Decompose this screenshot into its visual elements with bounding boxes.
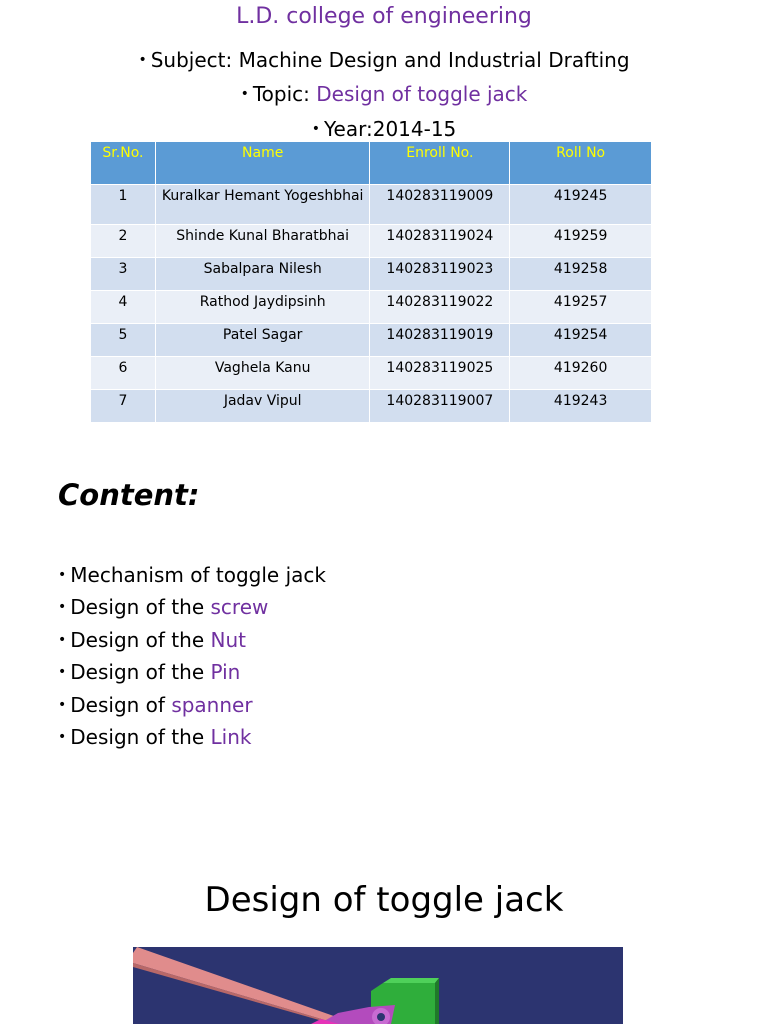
list-item xyxy=(58,560,326,592)
enroll-cell: 140283119023 xyxy=(370,258,510,291)
bullet-icon: • xyxy=(240,86,249,102)
enroll-cell: 140283119019 xyxy=(370,324,510,357)
year-line xyxy=(0,117,768,141)
roll-cell: 419259 xyxy=(510,225,652,258)
srno-cell: 5 xyxy=(91,324,156,357)
table-row xyxy=(91,225,652,258)
roll-cell: 419245 xyxy=(510,185,652,225)
year-text: Year:2014-15 xyxy=(323,117,457,141)
topic-value: Design of toggle jack xyxy=(316,82,528,106)
name-cell: Vaghela Kanu xyxy=(155,357,370,390)
srno-cell: 4 xyxy=(91,291,156,324)
content-heading: Content: xyxy=(58,478,200,512)
srno-cell: 6 xyxy=(91,357,156,390)
bullet-icon: • xyxy=(58,631,67,648)
srno-cell: 2 xyxy=(91,225,156,258)
header-cell: Roll No xyxy=(510,142,652,185)
item-highlight: Link xyxy=(210,724,252,749)
enroll-cell: 140283119024 xyxy=(370,225,510,258)
roll-cell: 419243 xyxy=(510,390,652,423)
enroll-cell: 140283119022 xyxy=(370,291,510,324)
header-cell: Sr.No. xyxy=(91,142,156,185)
bullet-icon: • xyxy=(311,121,320,137)
enroll-cell: 140283119007 xyxy=(370,390,510,423)
enroll-cell: 140283119009 xyxy=(370,185,510,225)
list-item xyxy=(58,625,326,657)
table-row xyxy=(91,185,652,225)
name-cell: Shinde Kunal Bharatbhai xyxy=(155,225,370,258)
table-row xyxy=(91,291,652,324)
item-text: Design of the xyxy=(70,724,211,749)
bullet-icon: • xyxy=(58,599,67,616)
srno-cell: 1 xyxy=(91,185,156,225)
name-cell: Sabalpara Nilesh xyxy=(155,258,370,291)
list-item xyxy=(58,690,326,722)
name-cell: Kuralkar Hemant Yogeshbhai xyxy=(155,185,370,225)
item-text: Design of xyxy=(70,692,172,717)
name-cell: Jadav Vipul xyxy=(155,390,370,423)
roll-cell: 419260 xyxy=(510,357,652,390)
roll-cell: 419258 xyxy=(510,258,652,291)
table-header-row xyxy=(91,142,652,185)
srno-cell: 3 xyxy=(91,258,156,291)
table-row xyxy=(91,390,652,423)
toggle-jack-render xyxy=(133,947,623,1024)
table-row xyxy=(91,324,652,357)
content-list xyxy=(58,560,326,754)
roll-cell: 419254 xyxy=(510,324,652,357)
enroll-cell: 140283119025 xyxy=(370,357,510,390)
item-highlight: spanner xyxy=(171,692,253,717)
header-cell: Name xyxy=(155,142,370,185)
table-row xyxy=(91,258,652,291)
topic-line xyxy=(0,82,768,106)
header-cell: Enroll No. xyxy=(370,142,510,185)
srno-cell: 7 xyxy=(91,390,156,423)
roll-cell: 419257 xyxy=(510,291,652,324)
list-item xyxy=(58,592,326,624)
table-row xyxy=(91,357,652,390)
bullet-icon: • xyxy=(58,728,67,745)
subject-line xyxy=(0,48,768,72)
item-highlight: Nut xyxy=(210,627,246,652)
item-highlight: Pin xyxy=(210,660,241,685)
list-item xyxy=(58,722,326,754)
slide-title: Design of toggle jack xyxy=(204,880,564,920)
item-text: Design of the xyxy=(70,660,211,685)
bullet-icon: • xyxy=(58,664,67,681)
toggle-jack-image xyxy=(133,947,623,1024)
bullet-icon: • xyxy=(58,567,67,583)
list-item xyxy=(58,657,326,689)
item-text: Mechanism of toggle jack xyxy=(70,563,326,587)
topic-label: Topic: xyxy=(252,82,317,106)
subject-text: Subject: Machine Design and Industrial Drafting xyxy=(150,48,630,72)
members-table xyxy=(90,141,652,423)
name-cell: Rathod Jaydipsinh xyxy=(155,291,370,324)
item-text: Design of the xyxy=(70,627,211,652)
bullet-icon: • xyxy=(138,52,147,68)
bullet-icon: • xyxy=(58,696,67,713)
item-text: Design of the xyxy=(70,595,211,620)
name-cell: Patel Sagar xyxy=(155,324,370,357)
college-name: L.D. college of engineering xyxy=(236,4,532,29)
item-highlight: screw xyxy=(210,595,269,620)
